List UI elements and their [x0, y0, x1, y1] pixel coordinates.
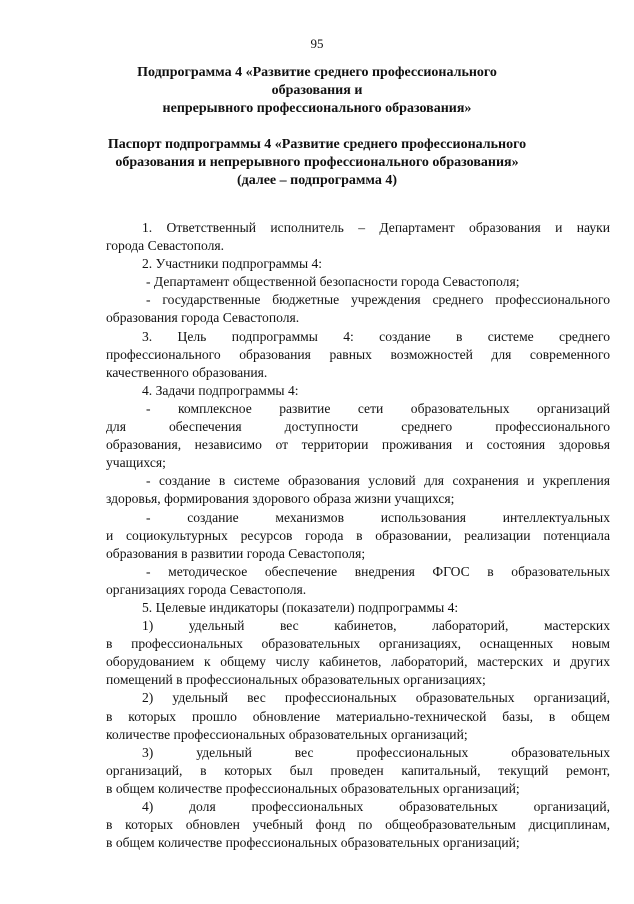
passport-title-line: образования и непрерывного профессионального образования» — [115, 155, 519, 170]
body-line: и социокультурных ресурсов города в образовании, реализации потенциала — [106, 527, 610, 543]
body-line: учащихся; — [106, 455, 166, 471]
page-number: 95 — [310, 36, 324, 51]
body-line: в которых обновлен учебный фонд по общеобразовательным дисциплинам, — [106, 817, 610, 833]
body-line: организаций, в которых был проведен капитальный, текущий ремонт, — [106, 762, 610, 778]
body-line: 3. Цель подпрограммы 4: создание в системе среднего — [142, 328, 610, 344]
body-line: профессионального образования равных возможностей для современного — [106, 346, 610, 362]
body-line: 3) удельный вес профессиональных образовательных — [142, 744, 610, 760]
body-line: в общем количестве профессиональных образовательных организаций; — [106, 835, 520, 851]
body-line: - создание в системе образования условий для сохранения и укрепления — [146, 473, 610, 489]
body-line: оборудованием к общему числу кабинетов, лабораторий, мастерских и других — [106, 654, 610, 670]
body-line: организациях города Севастополя. — [106, 581, 307, 597]
body-line: в которых прошло обновление материально-технической базы, в общем — [106, 708, 610, 724]
body-line: 5. Целевые индикаторы (показатели) подпрограммы 4: — [142, 599, 459, 615]
passport-title — [100, 136, 534, 190]
body-line: - методическое обеспечение внедрения ФГОС в образовательных — [146, 563, 610, 579]
body-line: помещений в профессиональных образовательных организациях; — [106, 672, 486, 688]
body-line: качественного образования. — [106, 364, 268, 380]
subprogram-title — [100, 64, 534, 118]
body-line: - создание механизмов использования интеллектуальных — [146, 509, 610, 525]
subprogram-title-line: Подпрограмма 4 «Развитие среднего профессионального образования и — [137, 65, 497, 98]
passport-body — [106, 219, 610, 852]
body-line: - государственные бюджетные учреждения среднего профессионального — [146, 292, 610, 308]
body-line: 1) удельный вес кабинетов, лабораторий, мастерских — [142, 618, 610, 634]
body-line: образования, независимо от территории проживания и состояния здоровья — [106, 437, 610, 453]
passport-title-line: (далее – подпрограмма 4) — [236, 173, 398, 188]
body-line: в профессиональных образовательных организациях, оснащенных новым — [106, 636, 610, 652]
subprogram-title-line: непрерывного профессионального образования» — [162, 101, 472, 116]
body-line: в общем количестве профессиональных образовательных организаций; — [106, 780, 520, 796]
passport-title-line: Паспорт подпрограммы 4 «Развитие среднего профессионального — [107, 137, 527, 152]
body-line: для обеспечения доступности среднего профессионального — [106, 419, 610, 435]
body-line: образования города Севастополя. — [106, 310, 300, 326]
body-line: 4. Задачи подпрограммы 4: — [142, 382, 299, 398]
body-line: 2. Участники подпрограммы 4: — [142, 256, 323, 272]
body-line: - комплексное развитие сети образовательных организаций — [146, 400, 610, 416]
body-line: 4) доля профессиональных образовательных организаций, — [142, 799, 610, 814]
body-line: образования в развитии города Севастополя; — [106, 545, 366, 561]
body-line: здоровья, формирования здорового образа жизни учащихся; — [106, 491, 455, 507]
body-line: города Севастополя. — [106, 238, 225, 254]
body-line: - Департамент общественной безопасности города Севастополя; — [146, 274, 520, 290]
body-line: количестве профессиональных образовательных организаций; — [106, 726, 468, 742]
body-line: 2) удельный вес профессиональных образовательных организаций, — [142, 690, 610, 706]
body-line: 1. Ответственный исполнитель – Департамент образования и науки — [142, 220, 610, 235]
